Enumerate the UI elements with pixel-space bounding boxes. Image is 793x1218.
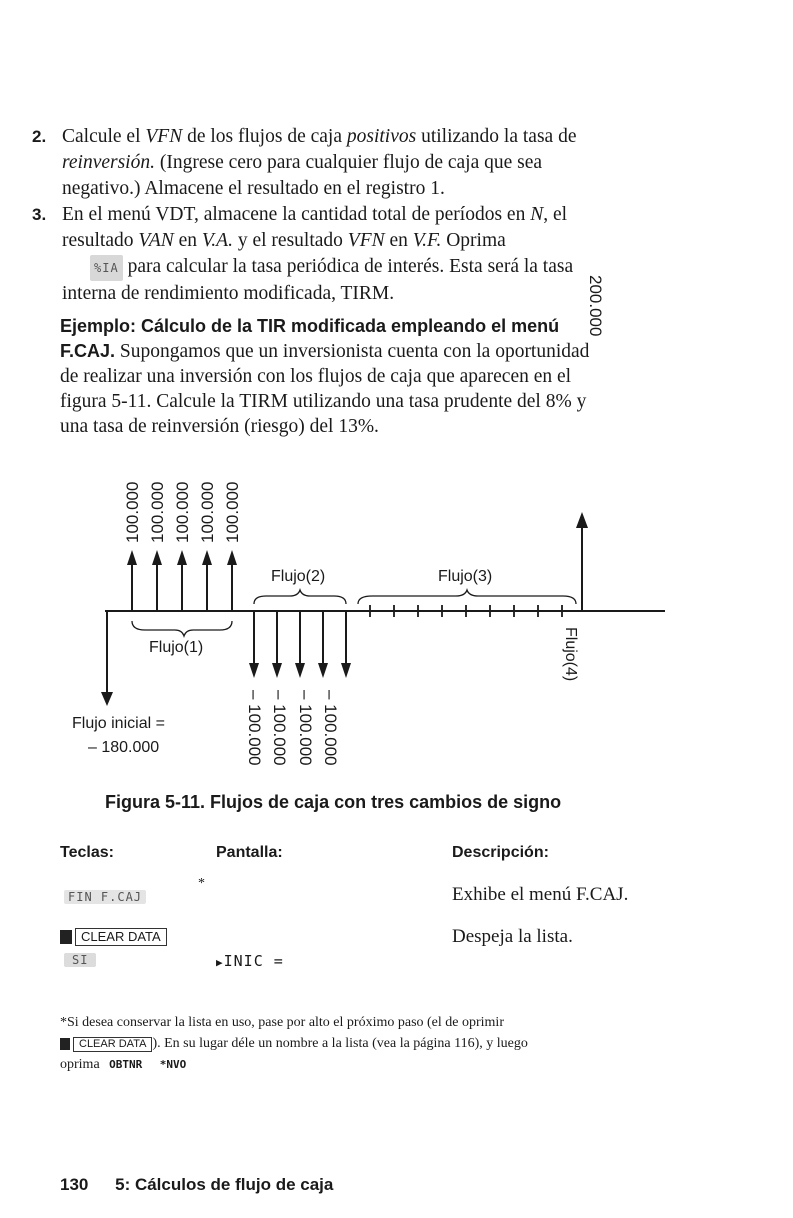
example-line-3: de realizar una inversión con los flujos de caja que aparecen en el [60,366,572,387]
text: Calcule el [62,126,146,147]
key-clear-data: CLEAR DATA [73,1037,152,1052]
text: resultado [62,230,139,251]
up-value-label: 100.000 [123,481,142,543]
col-pantalla: Pantalla: [216,844,283,861]
text: para calcular la tasa periódica de interés. Esta será la tasa [122,256,574,277]
text: en [384,230,413,251]
down-flow-arrow [249,611,259,678]
down-value-label: – 100.000 [321,690,340,766]
text: reinversión. [62,152,155,173]
step-number: 3. [32,205,47,224]
key-fin-fcaj: FIN F.CAJ [64,890,146,904]
footnote-line-1: *Si desea conservar la lista en uso, pase por alto el próximo paso (el de oprimir [60,1015,504,1030]
flujo4-label: Flujo(4) [562,627,579,682]
up-value-label: 100.000 [223,481,242,543]
footnote [60,1012,680,1075]
col-descripcion: Descripción: [452,844,549,861]
down-value-label: – 100.000 [296,690,315,766]
up-value-label: 100.000 [173,481,192,543]
initial-label: Flujo inicial = [72,715,165,732]
step-number: 2. [32,127,47,146]
key-obtnr: OBTNR [109,1058,143,1071]
example-line-5: una tasa de reinversión (riesgo) del 13%. [60,416,379,437]
key-percent-ia: %IA [90,255,123,281]
text: N [530,204,544,225]
up-value-label: 100.000 [148,481,167,543]
text: V.A. [201,230,233,251]
example-line-4: figura 5-11. Calcule la TIRM utilizando una tasa prudente del 8% y [60,391,587,412]
up-flow-arrow [177,550,187,611]
text: VAN [138,230,174,251]
example-heading-2: F.CAJ. [60,341,116,361]
text: VFN [347,230,385,251]
step-2-line-3: negativo.) Almacene el resultado en el registro 1. [62,178,445,199]
page-number: 130 [60,1175,89,1194]
text: (Ingrese cero para cualquier flujo de caja que sea [154,152,543,173]
up-flow-arrow [152,550,162,611]
row-2-keys [60,928,167,946]
final-flow-arrow [576,512,588,611]
text: y el resultado [232,230,348,251]
text: En el menú VDT, almacene la cantidad total de períodos en [62,204,531,225]
down-flow-arrow [272,611,282,678]
display-text: INIC = [223,952,284,970]
down-flow-arrow [295,611,305,678]
page-footer [60,1175,333,1195]
footnote-line-2 [60,1033,680,1054]
brace-flujo3 [358,590,576,604]
down-value-label: – 100.000 [245,690,264,766]
down-flow-arrow [341,611,351,678]
final-value-label: 200.000 [586,275,605,337]
shift-key-icon [60,1038,70,1050]
row-1-desc: Exhibe el menú F.CAJ. [452,884,629,905]
key-clear-data: CLEAR DATA [75,928,167,946]
text: oprima [60,1057,100,1072]
up-flow-arrow [127,550,137,611]
text: de los flujos de caja [182,126,347,147]
asterisk: * [198,876,205,891]
text: Oprima [441,230,506,251]
text: en [173,230,202,251]
down-value-label: – 100.000 [270,690,289,766]
col-teclas: Teclas: [60,844,114,861]
text: ). En su lugar déle un nombre a la lista (vea la página 116), y luego [152,1036,528,1051]
up-value-label: 100.000 [198,481,217,543]
brace-flujo2 [254,590,346,604]
row-2-desc: Despeja la lista. [452,926,573,947]
text: V.F. [412,230,442,251]
text: Supongamos que un inversionista cuenta con la oportunidad [115,341,590,362]
example-heading: Ejemplo: Cálculo de la TIR modificada empleando el menú [60,316,560,336]
text: , el [543,204,568,225]
down-flow-arrow [318,611,328,678]
flujo1-label: Flujo(1) [149,639,204,656]
flujo3-label: Flujo(3) [438,568,493,585]
up-flow-arrow [202,550,212,611]
up-flow-arrow [227,550,237,611]
brace-flujo1 [132,621,232,636]
key-nvo: *NVO [159,1058,187,1071]
text: utilizando la tasa de [416,126,577,147]
flujo2-label: Flujo(2) [271,568,326,585]
row-1-keys [64,876,205,906]
text: VFN [145,126,183,147]
pointer-icon: ▶ [216,956,224,969]
row-3-display [216,952,284,970]
key-si: SI [64,953,96,967]
chapter-title: 5: Cálculos de flujo de caja [115,1175,334,1194]
step-3-line-4: interna de rendimiento modificada, TIRM. [62,283,395,304]
initial-flow-arrow [101,611,113,706]
footnote-line-3 [60,1054,680,1075]
initial-value: – 180.000 [88,739,160,756]
shift-key-icon [60,930,72,944]
text: positivos [346,126,417,147]
figure-caption: Figura 5-11. Flujos de caja con tres cambios de signo [105,792,562,812]
row-3-keys [64,951,96,969]
